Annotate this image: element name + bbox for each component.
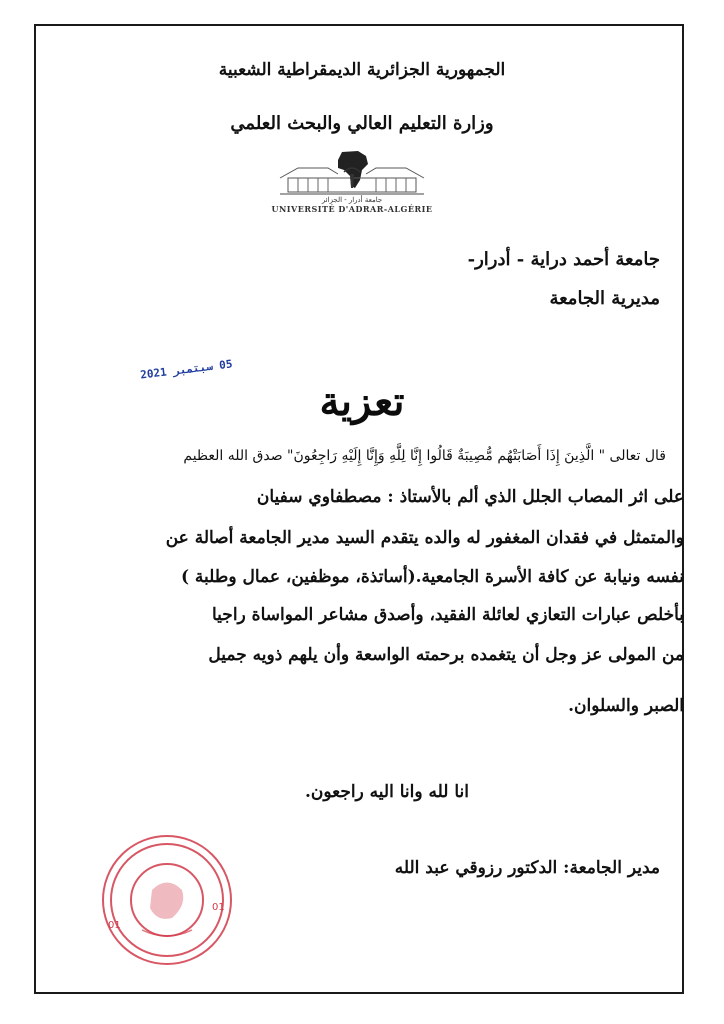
body-line-2: والمتمثل في فقدان المغفور له والده يتقدم السيد مدير الجامعة أصالة عن [165, 528, 684, 548]
seal-number-right: 01 [212, 902, 225, 913]
university-name: جامعة أحمد دراية - أدرار- [467, 249, 660, 270]
seal-stamp-icon [92, 830, 242, 970]
quran-verse: قال تعالى " الَّذِينَ إِذَا أَصَابَتْهُم مُّصِيبَةٌ قَالُوا إِنَّا لِلَّهِ وَإِنَّا إِلَيْهِ رَاجِعُونَ" صدق الله العظيم [183, 448, 666, 464]
official-seal [92, 830, 242, 970]
body-line-4: بأخلص عبارات التعازي لعائلة الفقيد، وأصدق مشاعر المواساة راجيا [212, 605, 684, 625]
body-line-6: الصبر والسلوان. [568, 696, 684, 716]
directorate-name: مديرية الجامعة [549, 288, 660, 309]
seal-number-left: 01 [108, 920, 121, 931]
body-line-3: نفسه ونيابة عن كافة الأسرة الجامعية.(أساتذة، موظفين، عمال وطلبة ) [180, 567, 684, 587]
university-logo [258, 148, 446, 218]
document-title: تعزية [319, 378, 405, 425]
logo-caption-french: UNIVERSITÉ D'ADRAR-ALGÉRIE [271, 204, 433, 214]
closing-phrase: انا لله وانا اليه راجعون. [304, 782, 469, 802]
date-stamp: 05 سبتمبر 2021 [139, 357, 234, 382]
body-line-1: على اثر المصاب الجلل الذي ألم بالأستاذ : مصطفاوي سفيان [256, 487, 684, 507]
ministry-heading: وزارة التعليم العالي والبحث العلمي [230, 113, 494, 134]
university-emblem-icon [258, 148, 446, 198]
logo-caption-arabic: جامعة أدرار - الجزائر [321, 196, 383, 204]
republic-heading: الجمهورية الجزائرية الديمقراطية الشعبية [218, 60, 506, 80]
body-line-5: من المولى عز وجل أن يتغمده برحمته الواسعة وأن يلهم ذويه جميل [208, 645, 684, 665]
signature-line: مدير الجامعة: الدكتور رزوقي عبد الله [394, 858, 660, 878]
